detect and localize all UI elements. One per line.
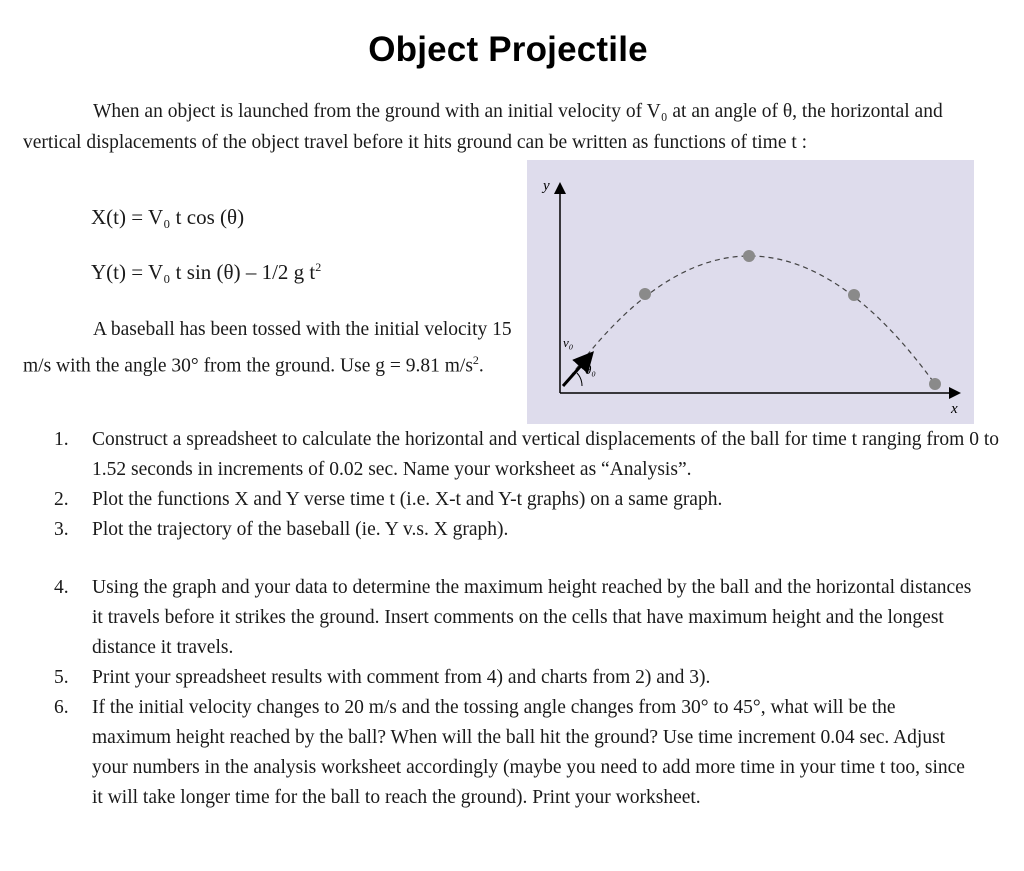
trajectory-path [565,256,935,384]
list-item [54,663,974,693]
angle-arc [577,373,582,386]
equation-y [91,260,321,285]
projectile-diagram [527,160,974,424]
baseball-text: A baseball has been tossed with the initial velocity 15 m/s with the angle 30° from the ground. Use g = 9.81 m/s [23,319,512,377]
step-number: 5. [54,667,69,688]
intro-paragraph: When an object is launched from the ground with an initial velocity of V₀ at an angle of θ, the horizontal and vertical displacements of the object travel before it hits ground can be written as functions of time t : [23,101,943,153]
v0-label: v₀ [563,335,574,350]
step-text: Print your spreadsheet results with comment from 4) and charts from 2) and 3). [92,667,711,688]
step-number: 4. [54,577,69,598]
list-item [54,485,999,515]
steps-list-1 [54,425,999,545]
step-text: Construct a spreadsheet to calculate the horizontal and vertical displacements of the ball for time t ranging from 0 to 1.52 seconds in increments of 0.02 sec. Name your worksheet as “Analysis”. [92,429,999,480]
step-text: If the initial velocity changes to 20 m/s and the tossing angle changes from 30° to 45°, what will be the maximum height reached by the ball? When will the ball hit the ground? Use time increment 0.04 sec. Adjust your numbers in the analysis worksheet accordingly (maybe you need to add more time in your time t too, since it will take longer time for the ball to reach the ground). Print your worksheet. [92,697,965,808]
equation-y-text: Y(t) = V₀ t sin (θ) – 1/2 g t [91,260,316,284]
equation-y-exponent: 2 [315,260,322,274]
list-item [54,515,999,545]
list-item [54,425,999,485]
step-text: Using the graph and your data to determine the maximum height reached by the ball and the horizontal distances it travels before it strikes the ground. Insert comments on the cells that have maximum height and the longest distance it travels. [92,577,972,658]
list-item [54,693,974,813]
trajectory-point [848,289,860,301]
baseball-exponent: 2 [472,353,479,367]
x-axis-label: x [951,401,958,417]
baseball-period: . [478,355,484,377]
step-text: Plot the trajectory of the baseball (ie. Y v.s. X graph). [92,519,509,540]
trajectory-point [743,250,755,262]
baseball-paragraph [23,314,523,382]
trajectory-point [929,378,941,390]
step-text: Plot the functions X and Y verse time t (i.e. X-t and Y-t graphs) on a same graph. [92,489,723,510]
y-axis-label: y [543,178,550,194]
projectile-figure [527,160,974,424]
step-number: 6. [54,697,69,718]
page-title: Object Projectile [368,30,648,69]
theta0-label: θ₀ [585,362,596,377]
step-number: 2. [54,489,69,510]
steps-list-2 [54,573,974,813]
trajectory-point [639,288,651,300]
step-number: 3. [54,519,69,540]
list-item [54,573,974,663]
step-number: 1. [54,429,69,450]
velocity-vector [563,359,587,386]
equation-x: X(t) = V₀ t cos (θ) [91,205,245,229]
